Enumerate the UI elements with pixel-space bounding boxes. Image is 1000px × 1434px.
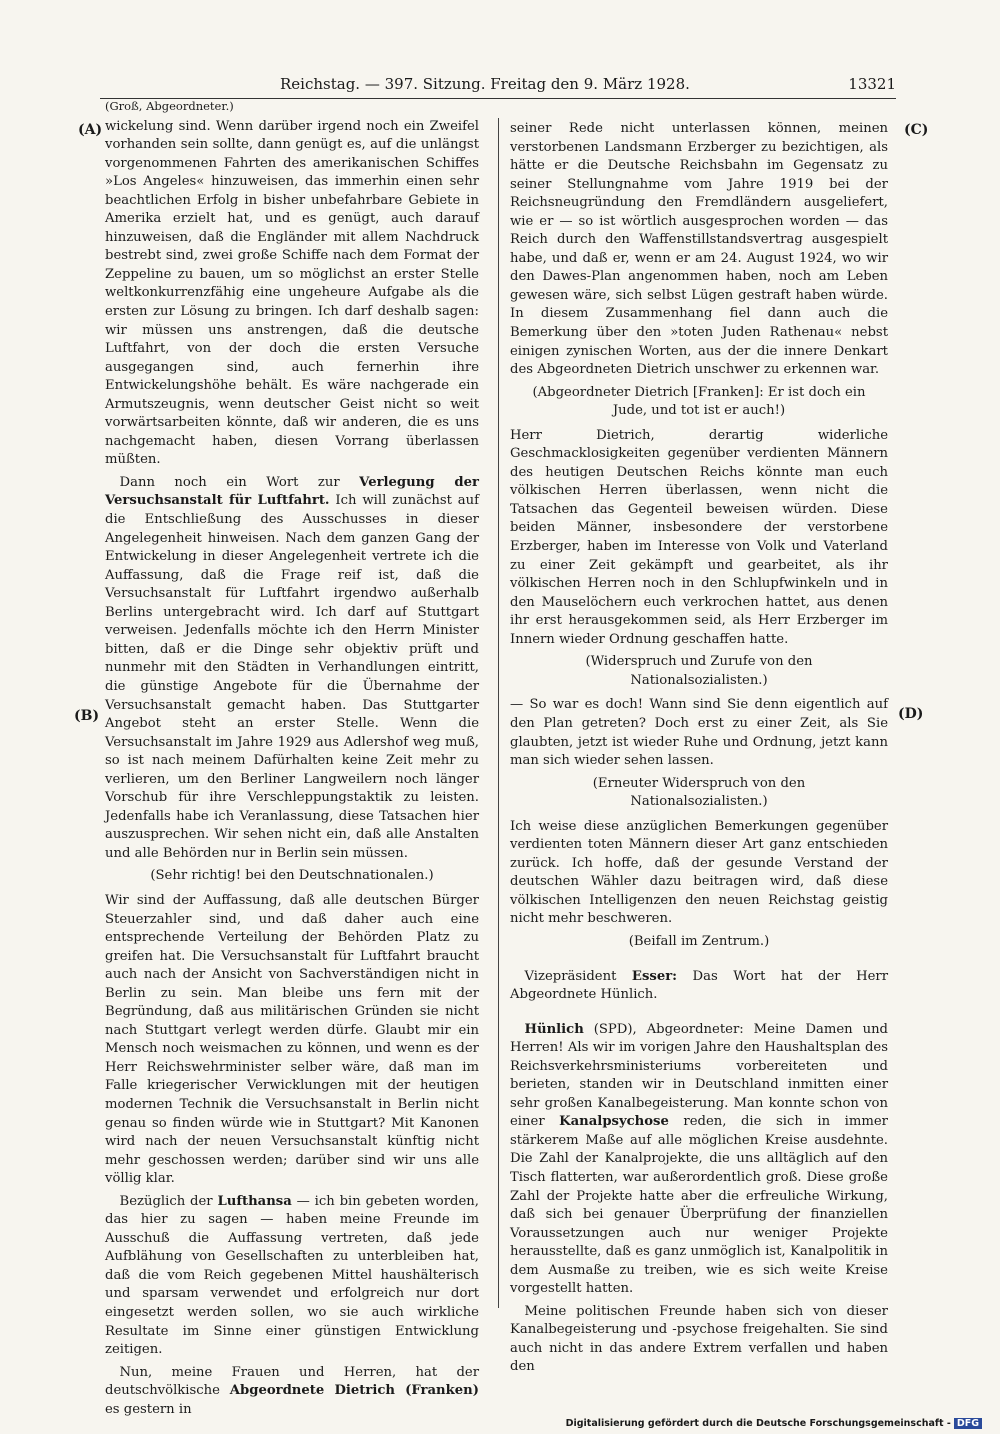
margin-mark-c: (C) [904,122,929,138]
paragraph: Hünlich (SPD), Abgeordneter: Meine Damen und Herren! Als wir im vorigen Jahre den Haushaltsplan des Reichsverkehrsministeriums vorbereiteten und berieten, standen wir in Deutschland inmitten einer sehr großen Kanalbegeisterung. Man konnte schon von einer Kanalpsychose reden, die sich in immer stärkerem Maße auf alle möglichen Kreise ausdehnte. Die Zahl der Kanalprojekte, die uns alltäglich auf den Tisch flatterten, war außerordentlich groß. Diese große Zahl der Projekte hatte aber die erfreuliche Wirkung, daß sich bei genauer Überprüfung der finanziellen Voraussetzungen auch nur weniger Projekte herausstellte, daß es ganz unmöglich ist, Kanalpolitik in dem Ausmaße zu treiben, wie es sich weite Kreise vorgestellt hatten. [510,1021,889,1297]
bold-name: Esser: [631,968,678,984]
right-column [510,120,888,1381]
paragraph: Bezüglich der Lufthansa — ich bin gebeten worden, das hier zu sagen — haben meine Freunde im Ausschuß die Auffassung vertreten, daß jede Aufblähung von Gesellschaften zu unterbleiben hat, daß die vom Reich gegebenen Mittel haushälterisch und sparsam verwendet und erfolgreich nur dort eingesetzt werden sollen, wo sie auch wirkliche Resultate im Sinne einer günstigen Entwicklung zeitigen. [105,1193,479,1358]
column-divider [498,118,499,1308]
margin-mark-b: (B) [74,708,100,724]
paragraph: Vizepräsident Esser: Das Wort hat der Herr Abgeordnete Hünlich. [510,968,888,1003]
paragraph: — So war es doch! Wann sind Sie denn eigentlich auf den Plan getreten? Doch erst zu einer Zeit, als Sie glaubten, jetzt ist wieder Ruhe und Ordnung, jetzt kann man sich wieder sehen lassen. [510,697,888,769]
speaker-reference: (Groß, Abgeordneter.) [105,99,234,113]
bold-topic: Lufthansa [217,1193,292,1209]
interjection: (Beifall im Zentrum.) [628,933,770,949]
paragraph: seiner Rede nicht unterlassen können, meinen verstorbenen Landsmann Erzberger zu bezichtigen, als hätte er die Deutsche Reichsbahn im Gegensatz zu seiner Stellungnahme vom Jahre 1919 bei der Reichsneugründung den Fremdländern ausgeliefert, wie er — so ist wörtlich ausgesprochen worden — das Reich durch den Waffenstillstandsvertrag ausgespielt habe, und daß er, wenn er am 24. August 1924, wo wir den Dawes-Plan angenommen haben, noch am Leben gewesen wäre, sich selbst Lügen gestraft haben würde. In diesem Zusammenhang fiel dann auch die Bemerkung über den »toten Juden Rathenau« nebst einigen zynischen Worten, aus der die innere Denkart des Abgeordneten Dietrich unschwer zu erkennen war. [510,121,888,378]
paragraph: Ich weise diese anzüglichen Bemerkungen gegenüber verdienten toten Männern dieser Art ganz entschieden zurück. Ich hoffe, daß der gesunde Verstand der deutschen Wähler dazu beitragen wird, daß diese völkischen Intelligenzen den neuen Reichstag geistig nicht mehr beschweren. [510,818,888,927]
left-column [105,97,479,1423]
paragraph: wickelung sind. Wenn darüber irgend noch ein Zweifel vorhanden sein sollte, dann genügt es, auf die unlängst vorgenommenen Fahrten des amerikanischen Schiffes »Los Angeles« hinzuweisen, das immerhin einen sehr beachtlichen Erfolg in bisher unbefahrbare Gebiete in Amerika erzielt hat, und es genügt, auch darauf hinzuweisen, daß die Engländer mit allem Nachdruck bestrebt sind, zwei große Schiffe nach dem Format der Zeppeline zu bauen, um so möglichst an erster Stelle weltkonkurrenzfähig eine ungeheure Aufgabe als die ersten zur Lösung zu bringen. Ich darf deshalb sagen: wir müssen uns anstrengen, daß die deutsche Luftfahrt, von der doch die ersten Versuche ausgegangen sind, auch fernerhin ihre Entwickelungshöhe behält. Es wäre nachgerade ein Armutszeugnis, wenn deutscher Geist nicht so weit vorwärtsarbeiten könnte, daß wir anderen, die es uns nachgemacht haben, diesen Vorrang überlassen müßten. [105,118,479,468]
interjection: (Erneuter Widerspruch von den Nationalsozialisten.) [592,775,806,810]
dfg-logo: DFG [954,1418,982,1429]
interjection: (Abgeordneter Dietrich [Franken]: Er ist doch ein Jude, und tot ist er auch!) [532,384,866,419]
paragraph: Dann noch ein Wort zur Verlegung der Versuchsanstalt für Luftfahrt. Ich will zunächst auf die Entschließung des Ausschusses in dieser Angelegenheit hinweisen. Nach dem ganzen Gang der Entwickelung in dieser Angelegenheit vertrete ich die Auffassung, daß die Frage reif ist, daß die Versuchsanstalt für Luftfahrt irgendwo außerhalb Berlins untergebracht wird. Ich darf auf Stuttgart verweisen. Jedenfalls möchte ich den Herrn Minister bitten, daß er die Dinge sehr objektiv prüft und nunmehr mit den Städten in Verhandlungen eintritt, die günstige Angebote für die Übernahme der Versuchsanstalt gemacht haben. Das Stuttgarter Angebot steht an erster Stelle. Wenn die Versuchsanstalt im Jahre 1929 aus Adlershof weg muß, so ist nach meinem Dafürhalten keine Zeit mehr zu verlieren, um den Berliner Langweilern noch länger Vorschub für ihre Verschleppungstaktik zu leisten. Jedenfalls habe ich Veranlassung, diese Tatsachen hier auszusprechen. Wir sehen nicht ein, daß alle Anstalten und alle Behörden nur in Berlin sein müssen. [105,474,479,861]
page-number: 13321 [848,75,896,93]
footer-credit [566,1418,982,1429]
running-title: Reichstag. — 397. Sitzung. Freitag den 9. März 1928. [280,75,690,93]
interjection: (Sehr richtig! bei den Deutschnationalen.) [150,868,434,884]
paragraph: Wir sind der Auffassung, daß alle deutschen Bürger Steuerzahler sind, und daß daher auch eine entsprechende Verteilung der Behörden Platz zu greifen hat. Die Versuchsanstalt für Luftfahrt braucht auch nach der Ansicht von Sachverständigen nicht in Berlin zu sein. Man bleibe uns fern mit der Begründung, daß aus militärischen Gründen sie nicht nach Stuttgart verlegt werden dürfe. Glaubt mir ein Mensch noch weismachen zu können, und wenn es der Herr Reichswehrminister selber wäre, daß man im Falle kriegerischer Verwicklungen mit der heutigen modernen Technik die Versuchsanstalt in Berlin nicht genau so finden würde wie in Stuttgart? Mit Kanonen wird nach der neuen Versuchsanstalt künftig nicht mehr geschossen werden; darüber sind wir uns alle völlig klar. [105,892,479,1187]
bold-topic: Verlegung der Versuchsanstalt für Luftfahrt. [105,474,479,509]
margin-mark-a: (A) [78,122,103,138]
paragraph: Meine politischen Freunde haben sich von dieser Kanalbegeisterung und -psychose freigehalten. Sie sind auch nicht in das andere Extrem verfallen und haben den [510,1303,888,1375]
page-header [100,72,896,96]
margin-mark-d: (D) [898,706,924,722]
bold-name: Abgeordnete Dietrich (Franken) [229,1383,479,1399]
footer-text: Digitalisierung gefördert durch die Deutsche Forschungsgemeinschaft - [565,1418,951,1429]
interjection: (Widerspruch und Zurufe von den Nationalsozialisten.) [585,654,813,688]
bold-name: Hünlich [524,1021,584,1037]
bold-topic: Kanalpsychose [559,1114,669,1130]
paragraph: Herr Dietrich, derartig widerliche Geschmacklosigkeiten gegenüber verdienten Männern des heutigen Deutschen Reichs könnte man euch völkischen Herren überlassen, wenn nicht die Tatsachen das Gegenteil beweisen würden. Diese beiden Männer, insbesondere der verstorbene Erzberger, haben im Interesse von Volk und Vaterland zu einer Zeit gekämpft und gearbeitet, als ihr völkischen Herren noch in den Schlupfwinkeln und in den Mauselöchern euch verkrochen hattet, aus denen ihr erst herausgekommen seid, als Herr Erzberger im Innern wieder Ordnung geschaffen hatte. [510,427,888,647]
paragraph: Nun, meine Frauen und Herren, hat der deutschvölkische Abgeordnete Dietrich (Franken) es gestern in [105,1364,479,1417]
